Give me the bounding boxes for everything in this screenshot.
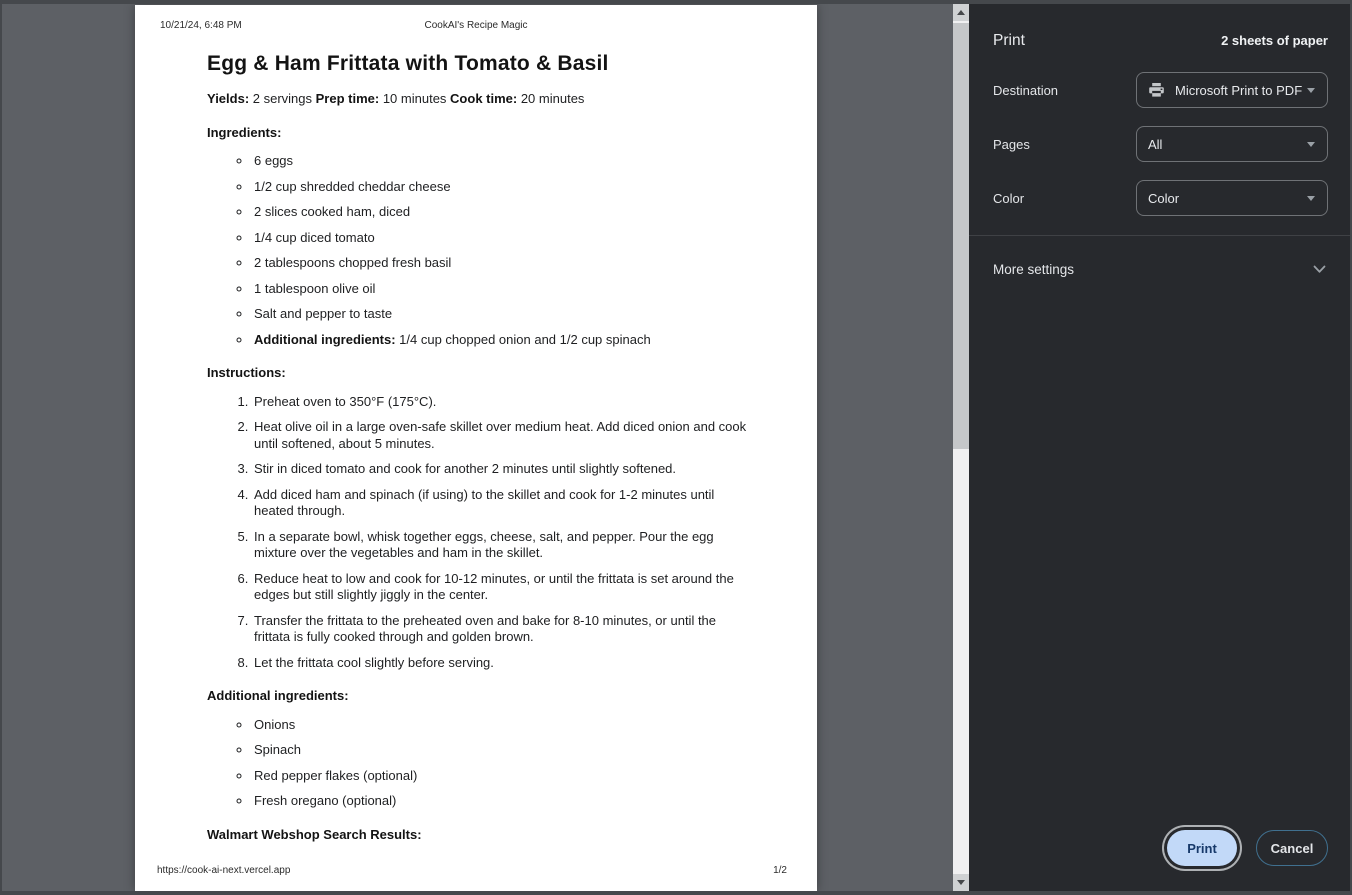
chevron-down-icon: [1307, 142, 1315, 147]
list-item: ◦ Spinach: [252, 742, 753, 759]
cancel-button[interactable]: Cancel: [1256, 830, 1328, 866]
list-item: ◦ 2 tablespoons chopped fresh basil: [252, 255, 753, 272]
scrollbar-track[interactable]: [953, 449, 969, 874]
recipe-title: Egg & Ham Frittata with Tomato & Basil: [207, 52, 609, 75]
chevron-down-icon: [1307, 196, 1315, 201]
list-item: 1. Preheat oven to 350°F (175°C).: [252, 394, 753, 411]
scrollbar-down-button[interactable]: [953, 874, 969, 891]
list-item: ◦ 1 tablespoon olive oil: [252, 281, 753, 298]
scrollbar-thumb[interactable]: [953, 23, 969, 449]
list-item: ◦ Fresh oregano (optional): [252, 793, 753, 810]
chevron-down-icon: [1307, 88, 1315, 93]
list-item: 6. Reduce heat to low and cook for 10-12 minutes, or until the frittata is set around the edges but still slightly jiggly in the center.: [252, 571, 753, 604]
list-item: ◦ 1/4 cup diced tomato: [252, 230, 753, 247]
list-item: ◦ Red pepper flakes (optional): [252, 768, 753, 785]
list-item: ◦ 6 eggs: [252, 153, 753, 170]
panel-title: Print: [993, 32, 1025, 49]
panel-header: [969, 4, 1350, 50]
page-header-datetime: 10/21/24, 6:48 PM: [160, 20, 242, 31]
color-row: [993, 180, 1328, 216]
document-content: [207, 51, 753, 843]
page-header: [160, 20, 792, 31]
additional-ingredients-heading: Additional ingredients:: [207, 688, 349, 703]
print-settings-panel: [969, 4, 1350, 891]
more-settings-label: More settings: [993, 262, 1075, 277]
ingredients-list: [207, 153, 753, 348]
page-footer-page-number: 1/2: [773, 865, 787, 876]
destination-row: [993, 72, 1328, 108]
page-header-title: CookAI's Recipe Magic: [424, 20, 528, 31]
pages-value: All: [1148, 136, 1163, 152]
print-button[interactable]: Print: [1167, 830, 1237, 866]
list-item: 7. Transfer the frittata to the preheated oven and bake for 8-10 minutes, or until the frittata is fully cooked through and golden brown.: [252, 613, 753, 646]
color-label: Color: [993, 190, 1025, 206]
scroll-up-icon: [957, 10, 965, 15]
preview-scrollbar[interactable]: [953, 4, 969, 891]
panel-fields: [969, 50, 1350, 216]
pages-label: Pages: [993, 136, 1030, 152]
list-item: ◦ 2 slices cooked ham, diced: [252, 204, 753, 221]
list-item: 2. Heat olive oil in a large oven-safe skillet over medium heat. Add diced onion and cook until softened, about 5 minutes.: [252, 419, 753, 452]
color-value: Color: [1148, 190, 1180, 206]
page-footer-url: https://cook-ai-next.vercel.app: [157, 865, 291, 876]
list-item: 4. Add diced ham and spinach (if using) to the skillet and cook for 1-2 minutes until heated through.: [252, 487, 753, 520]
destination-label: Destination: [993, 82, 1059, 98]
list-item: ◦ Additional ingredients: 1/4 cup chopped onion and 1/2 cup spinach: [252, 332, 753, 349]
list-item: 3. Stir in diced tomato and cook for another 2 minutes until slightly softened.: [252, 461, 753, 478]
destination-dropdown[interactable]: [1136, 72, 1328, 108]
instructions-list: [207, 394, 753, 672]
walmart-heading: Walmart Webshop Search Results:: [207, 826, 422, 842]
pages-dropdown[interactable]: [1136, 126, 1328, 162]
chevron-down-icon: [1313, 265, 1326, 274]
destination-value: Microsoft Print to PDF: [1175, 82, 1303, 98]
list-item: 5. In a separate bowl, whisk together eggs, cheese, salt, and pepper. Pour the egg mixture over the vegetables and ham in the skillet.: [252, 529, 753, 562]
list-item: ◦ Salt and pepper to taste: [252, 306, 753, 323]
instructions-heading: Instructions:: [207, 365, 286, 380]
ingredients-heading: Ingredients:: [207, 124, 282, 140]
more-settings-toggle[interactable]: [969, 236, 1350, 277]
sheets-count: 2 sheets of paper: [1221, 33, 1328, 48]
pages-row: [993, 126, 1328, 162]
list-item: 8. Let the frittata cool slightly before serving.: [252, 655, 753, 672]
print-preview-area: [2, 4, 953, 891]
color-dropdown[interactable]: [1136, 180, 1328, 216]
list-item: ◦ Onions: [252, 717, 753, 734]
list-item: ◦ 1/2 cup shredded cheddar cheese: [252, 179, 753, 196]
page-footer: [157, 865, 787, 876]
additional-ingredients-list: [207, 717, 753, 810]
recipe-meta: Yields: 2 servings Prep time: 10 minutes Cook time: 20 minutes: [207, 91, 585, 106]
printer-icon: [1148, 82, 1165, 98]
document-page: [135, 5, 817, 891]
scrollbar-up-button[interactable]: [953, 4, 969, 21]
scroll-down-icon: [957, 880, 965, 885]
panel-buttons: [969, 830, 1350, 891]
